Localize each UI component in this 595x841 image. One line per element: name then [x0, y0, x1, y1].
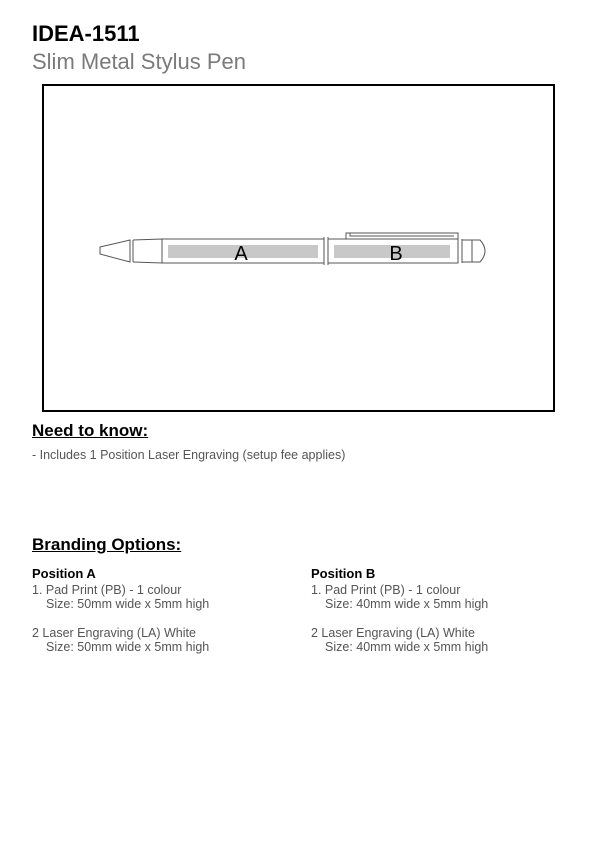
branding-options-heading: Branding Options:: [32, 535, 182, 554]
product-diagram-frame: [42, 84, 555, 412]
position-a-option-1: 1. Pad Print (PB) - 1 colour: [32, 582, 182, 597]
product-name: Slim Metal Stylus Pen: [32, 49, 246, 74]
position-a-option-2-size: Size: 50mm wide x 5mm high: [46, 640, 210, 654]
position-b-option-2: 2 Laser Engraving (LA) White: [311, 625, 475, 640]
position-b-column: [311, 567, 488, 655]
need-to-know-heading: Need to know:: [32, 421, 149, 440]
position-a-label: A: [234, 243, 248, 265]
pen-cone: [133, 239, 162, 263]
pen-tip: [100, 240, 130, 262]
position-b-title: Position B: [311, 566, 376, 581]
position-b-option-2-size: Size: 40mm wide x 5mm high: [325, 640, 489, 654]
position-b-label: B: [389, 243, 403, 265]
product-code: IDEA-1511: [32, 21, 140, 46]
position-a-title: Position A: [32, 566, 96, 581]
position-a-option-1-size: Size: 50mm wide x 5mm high: [46, 597, 210, 611]
need-to-know-item: - Includes 1 Position Laser Engraving (setup fee applies): [32, 448, 346, 462]
position-a-column: [32, 567, 209, 655]
pen-diagram: [44, 86, 553, 410]
position-b-option-1: 1. Pad Print (PB) - 1 colour: [311, 582, 461, 597]
stylus-cap: [472, 240, 485, 262]
position-a-option-2: 2 Laser Engraving (LA) White: [32, 625, 196, 640]
position-b-option-1-size: Size: 40mm wide x 5mm high: [325, 597, 489, 611]
